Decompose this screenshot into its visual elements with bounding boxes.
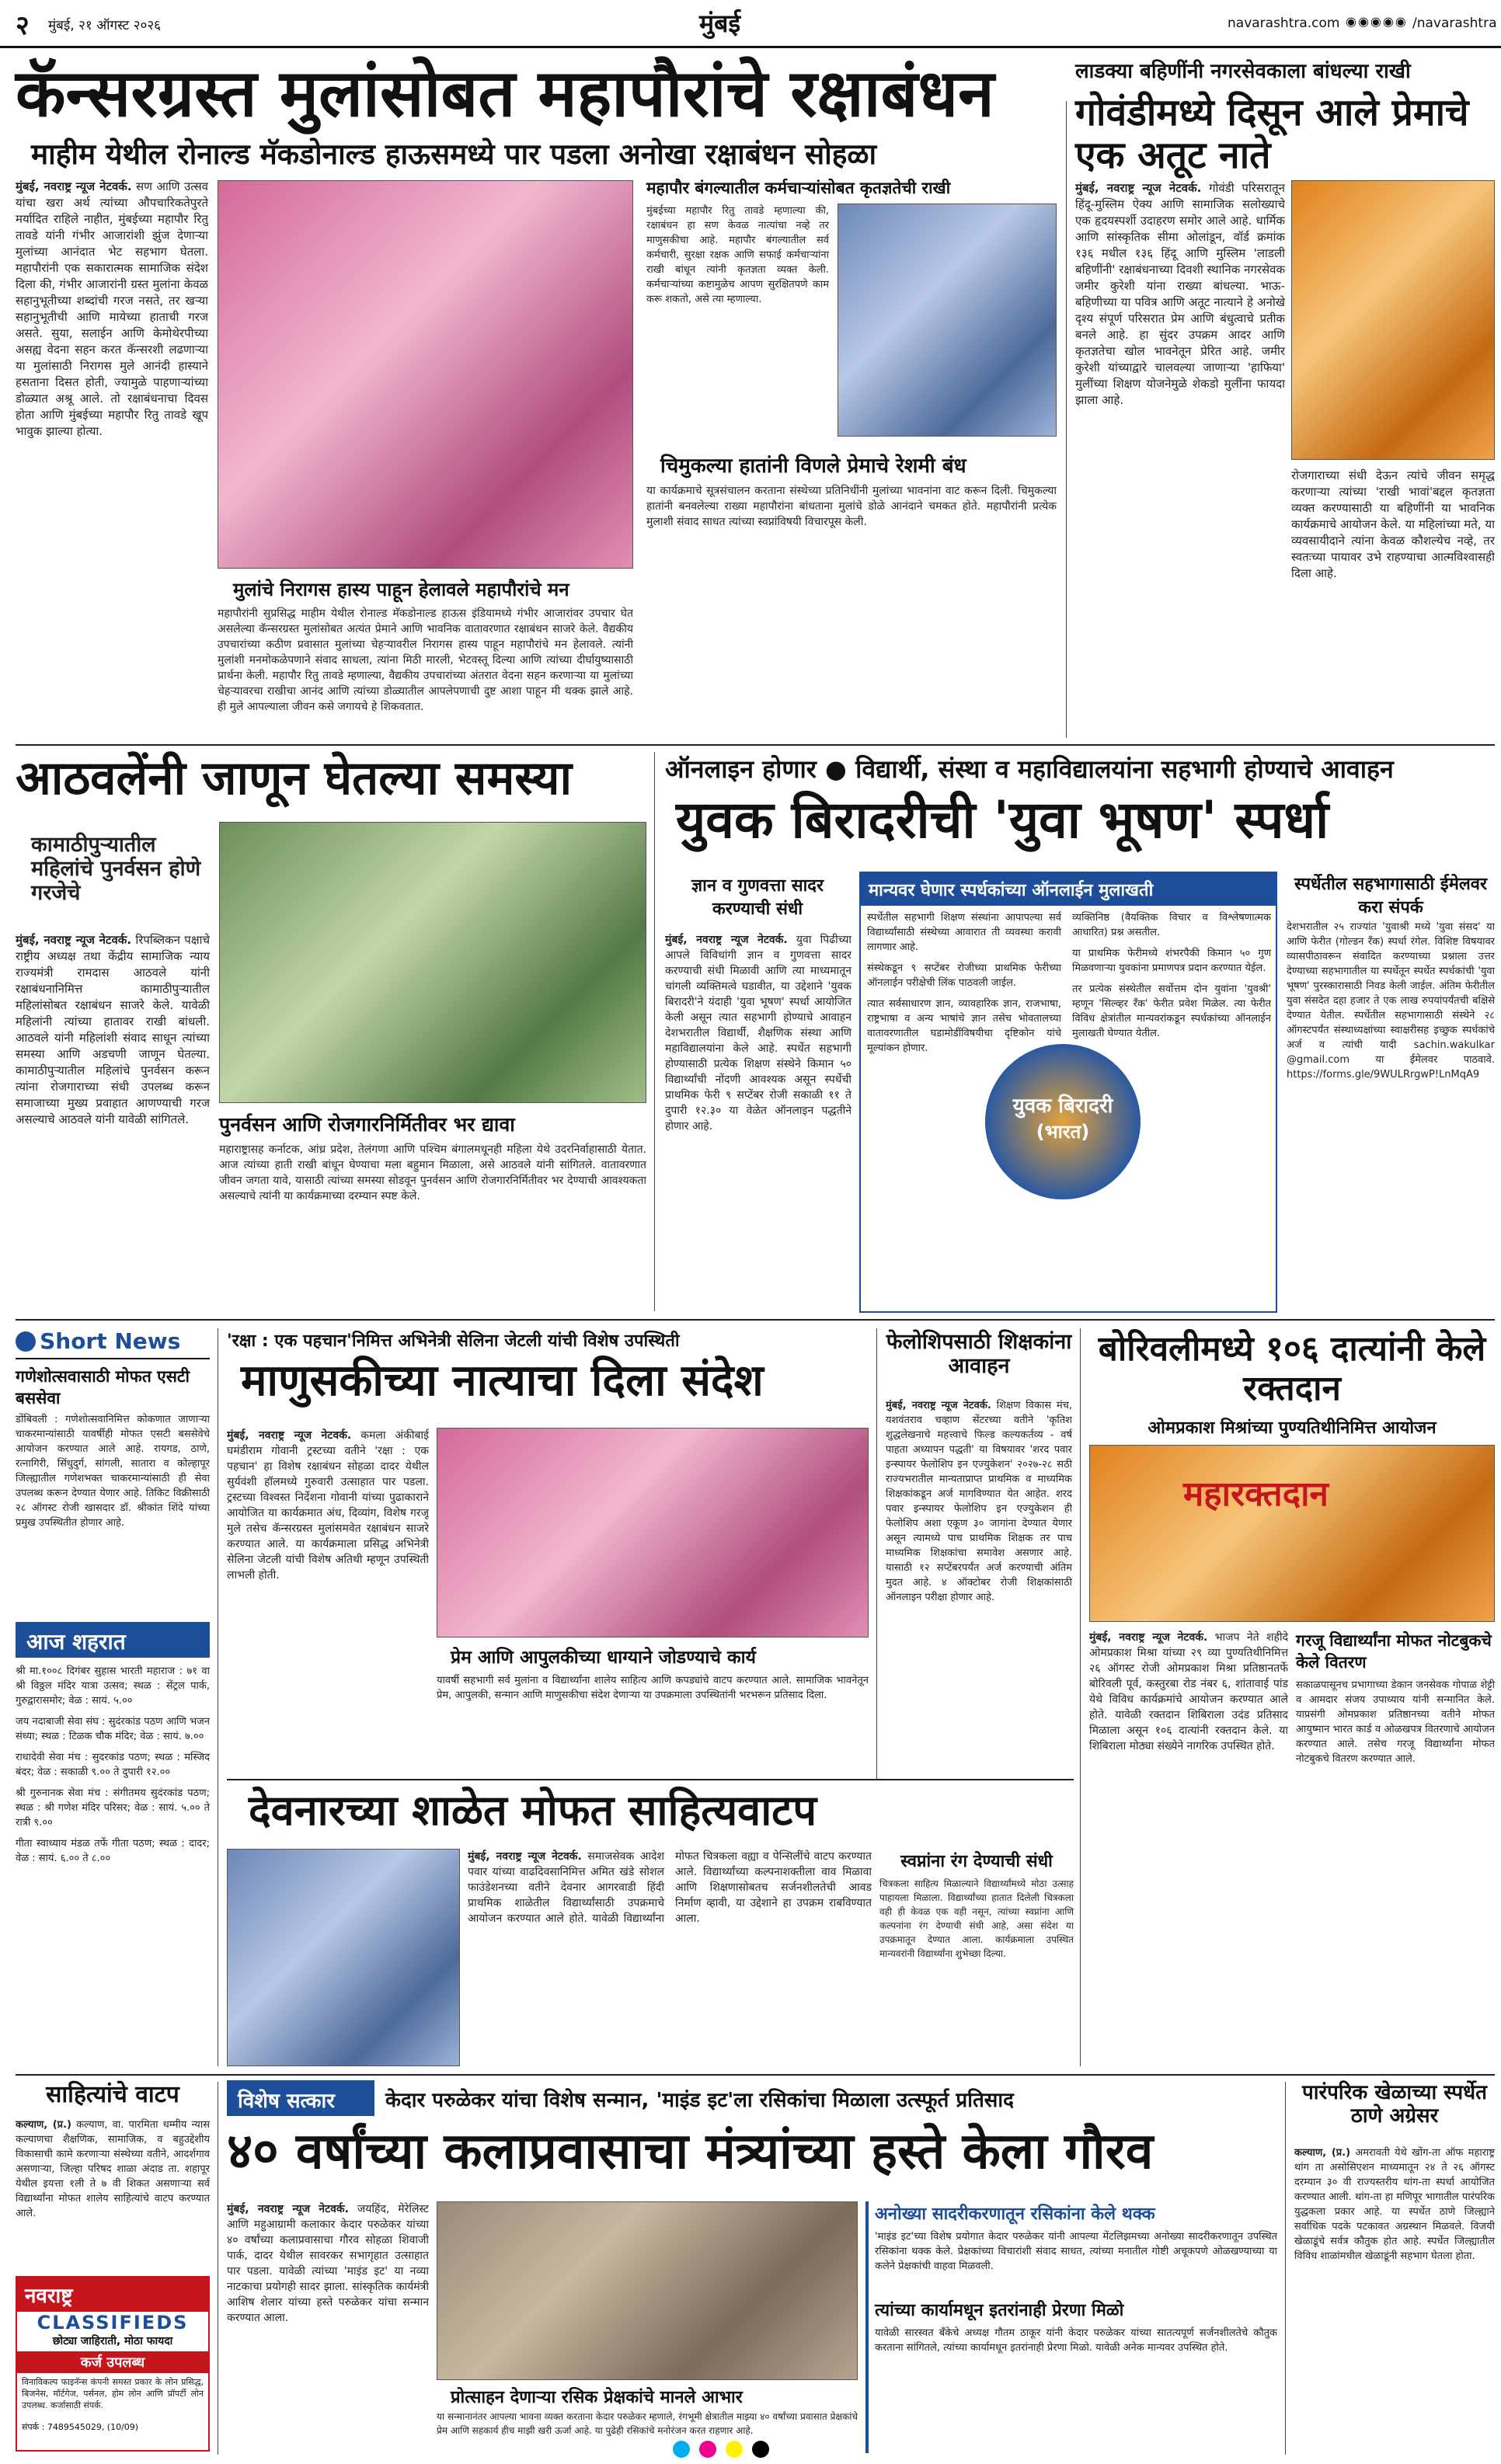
vishesh-tag: विशेष सत्कार <box>227 2080 374 2116</box>
govandi-photo <box>1291 180 1495 460</box>
athawale-body-2: महाराष्ट्रासह कर्नाटक, आंध्र प्रदेश, तेलंगणा आणि पश्चिम बंगालमधूनही महिला येथे उदरनिर्वाहासाठी येतात. आज त्यांच्या हाती राखी बांधून घेण्याचा मला बहुमान मिळाला, असे आठवले यांनी सांगितले. वातावरणात जीवन जगता यावे, यासाठी त्यांच्या समस्या सोडवून पुनर्वसन आणि रोजगारनिर्मितीवर भर देण्याची आवश्यकता असल्याचे त्यांनी या कार्यक्रमाच्या दरम्यान स्पष्ट केले. <box>219 1143 646 1202</box>
vishesh-box-sub: त्यांच्या कार्यामधून इतरांनाही प्रेरणा मिळो <box>875 2301 1124 2320</box>
selina-kicker: 'रक्षा : एक पहचान'निमित्त अभिनेत्री सेलिना जेटली यांची विशेष उपस्थिती <box>227 1331 680 1351</box>
vishesh-side-box <box>865 2201 1277 2453</box>
selina-body: मुंबई, नवराष्ट्र न्यूज नेटवर्क. कमला अंकीबाई घमंडीराम गोवानी ट्रस्टच्या वतीने 'रक्षा : एक पहचान' हा विशेष रक्षाबंधन सोहळा दादर येथील सुर्यवंशी हॉलमध्ये गुरुवारी उत्साहात पार पडला. ट्रस्टच्या विश्वस्त निर्देशना गोवानी यांच्या पुढाकाराने आयोजित या कार्यक्रमात अंध, दिव्यांग, विशेष गरजू मुले तसेच कॅन्सरग्रस्त मुलांसमवेत रक्षाबंधन साजरे करण्यात आले. या कार्यक्रमाला प्रसिद्ध अभिनेत्री सेलिना जेटली यांची विशेष अतिथी म्हणून उपस्थिती लाभली होती. <box>227 1429 429 1582</box>
pustak-body: कल्याण, (प्र.) कल्याण, वा. पारमिता धम्मीय न्यास कल्याणचा शैक्षणिक, सामाजिक, व बहुउद्देशीय विकासाची कामे करणाऱ्या संस्थेच्या वतीने, आदर्शगाव असणाऱ्या, जिल्हा परिषद शाळा अंदाड ता. शहापूर येथील इयत्ता १ली ते ७ वी शिकत असणाऱ्या सर्व विद्यार्थ्यांना मोफत शालेय साहित्यांचे वाटप करण्यात आले. <box>16 2119 210 2219</box>
staff-body: मुंबईच्या महापौर रितु तावडे म्हणाल्या की, रक्षाबंधन हा सण केवळ नात्यांचा नव्हे तर माणुसकीचा आहे. महापौर बंगल्यातील सर्व कर्मचारी, सुरक्षा रक्षक आणि सफाई कर्मचाऱ्यांना राखी बांधून त्यांनी कृतज्ञता व्यक्त केली. कर्मचाऱ्यांच्या कष्टामुळेच आपण सुरक्षितपणे काम करू शकतो, असे त्या म्हणाल्या. <box>646 205 829 305</box>
social-icons: ◉◉◉◉◉ <box>1346 14 1408 29</box>
staff-photo <box>838 204 1057 437</box>
borivali-body: मुंबई, नवराष्ट्र न्यूज नेटवर्क. भाजप नेते शहीदे ओमप्रकाश मिश्रा यांच्या २९ व्या पुण्यतिथीनिमित्त २६ ऑगस्ट रोजी ओमप्रकाश मिश्रा प्रतिष्ठानतर्फे बोरिवली पूर्व, कस्तुरबा रोड नंबर ६, शांतावाई पांड येथे विविध कार्यक्रमांचे आयोजन करण्यात आले होते. यावेळी रक्तदान शिबिराला उदंड प्रतिसाद मिळाला असून १०६ दात्यांनी रक्तदान केले. या शिबिराला मोठ्या संख्येने नागरिक उपस्थित होते. <box>1089 1631 1288 1752</box>
page-number: २ <box>16 10 30 41</box>
athawale-body: मुंबई, नवराष्ट्र न्यूज नेटवर्क. रिपब्लिकन पक्षाचे राष्ट्रीय अध्यक्ष तथा केंद्रीय सामाजिक न्याय राज्यमंत्री रामदास आठवले यांनी रक्षाबंधनानिमित्त कामाठीपुऱ्यातील महिलांसोबत रक्षाबंधन साजरे केले. यावेळी महिलांनी त्यांच्या हातावर राखी बांधली. आठवले यांनी महिलांशी संवाद साधून त्यांच्या समस्या आणि अडचणी जाणून घेतल्या. कामाठीपुऱ्यातील महिलांचे पुनर्वसन करून त्यांना रोजगाराच्या संधी उपलब्ध करून समाजाच्या मुख्य प्रवाहात आणण्याची गरज असल्याचे आठवले यांनी यावेळी सांगितले. <box>16 933 210 1126</box>
lead-body <box>16 179 208 614</box>
athawale-headline: आठवलेंनी जाणून घेतल्या समस्या <box>16 751 573 806</box>
lead-photo-caption: मुलांचे निरागस हास्य पाहून हेलावले महापौरांचे मन <box>233 579 569 600</box>
fellowship-headline: फेलोशिपसाठी शिक्षकांना आवाहन <box>886 1330 1072 1379</box>
site-url[interactable]: navarashtra.com <box>1228 16 1340 31</box>
classifieds-brand: नवराष्ट्र <box>17 2278 208 2312</box>
staff-subheadline: चिमुकल्या हातांनी विणले प्रेमाचे रेशमी बंध <box>660 454 966 478</box>
short-news-badge-icon <box>16 1331 36 1352</box>
deonar-photo <box>227 1849 460 2066</box>
aaj-shaharat-label: आज शहरात <box>16 1622 210 1658</box>
short-news-title: गणेशोत्सवासाठी मोफत एसटी बससेवा <box>16 1367 190 1408</box>
vishesh-body-2: या सन्मानानंतर आपल्या भावना व्यक्त करताना केदार परुळेकर म्हणाले, रंगभूमी क्षेत्रातील माझ्या ४० वर्षांच्या प्रवासात प्रेक्षकांचे प्रेम आणि सहकार्य हीच माझी खरी ऊर्जा आहे. या पुढेही रसिकांचे मनोरंजन करत राहणार आहे. <box>437 2411 858 2436</box>
govandi-body-2: रोजगाराच्या संधी देऊन त्यांचे जीवन समृद्ध करणाऱ्या त्यांच्या 'राखी भावां'बद्दल कृतज्ञता व्यक्त करण्यासाठी या बहिणींनी या भावनिक कार्यक्रमाचे आयोजन केले. या महिलांच्या मते, या व्यवसायीदाने त्यांना केवळ कौशल्येच नव्हे, तर स्वतःच्या पायावर उभे राहण्याचा आत्मविश्वासही दिला आहे. <box>1291 468 1495 580</box>
classifieds-label: CLASSIFIEDS <box>37 2312 189 2333</box>
short-news-text: डोंबिवली : गणेशोत्सवानिमित्त कोकणात जाणाऱ्या चाकरमान्यांसाठी यावर्षीही मोफत एसटी बससेवेचे आयोजन करण्यात आले आहे. रायगड, ठाणे, रत्नागिरी, सिंधुदुर्ग, सांगली, सातारा व कोल्हापूर जिल्ह्यातील गणेशभक्त चाकरमान्यांसाठी ही सेवा उपलब्ध करून देण्यात येणार आहे. तिकिट विक्रीसाठी २८ ऑगस्ट रोजी खासदार डॉ. श्रीकांत शिंदे यांच्या प्रमुख उपस्थितीत होणार आहे. <box>16 1414 210 1529</box>
borivali-note-title: गरजू विद्यार्थ्यांना मोफत नोटबुकचे केले वितरण <box>1296 1631 1492 1672</box>
fellowship-body: मुंबई, नवराष्ट्र न्यूज नेटवर्क. शिक्षण विकास मंच, यशवंतराव चव्हाण सेंटरच्या वतीने 'कृतिश शुद्धलेखनाचे महत्त्वाचे फिल्ड कल्यकर्तव्य - वर्ष पाहता अध्यापन पद्धती' या विषयावर 'शरद पवार इन्स्पायर फेलोशिप इन एज्युकेशन' २०२७-२८ सठी राज्यभरातील मान्यताप्राप्त प्राथमिक व माध्यमिक शिक्षकांकडून अर्ज मागविण्यात येत आहेत. शरद पवार इन्स्पायर फेलोशिप इन एज्युकेशन ही फेलोशिप अशा एकूण ३० जागांना देण्यात येणार असून त्यामध्ये पाच प्राथमिक शिक्षक तर पाच माध्यमिक शिक्षकांचा समावेश असणार आहे. यासाठी १२ सप्टेंबरपर्यंत अर्ज करण्याची अंतिम मुदत आहे. ४ ऑक्टोबर रोजी शिक्षकांसाठी ऑनलाइन परीक्षा होणार आहे. <box>886 1400 1072 1603</box>
classifieds-section: कर्ज उपलब्ध <box>17 2351 208 2373</box>
yuva-body: मुंबई, नवराष्ट्र न्यूज नेटवर्क. युवा पिढीच्या आपले विविधांगी ज्ञान व गुणवत्ता सादर करण्याची संधी मिळावी आणि त्या माध्यमातून चांगली व्यक्तिमत्वे घडावीत, या उद्देशाने 'युवक बिरादरी'ने यंदाही 'युवा भूषण' स्पर्धा आयोजित केली असून त्यात सहभागी होण्याचे आवाहन देशभरातील विद्यार्थी, शैक्षणिक संस्था आणि महाविद्यालयांना केले आहे. स्पर्धेत सहभागी होण्यासाठी प्रत्येक शिक्षण संस्थेने किमान ५० विद्यार्थ्यांची नोंदणी आवश्यक असून स्पर्धेची प्राथमिक फेरी ९ सप्टेंबर रोजी सकाळी ११ ते दुपारी १२.३० या वेळेत ऑनलाइन पद्धतीने होणार आहे. <box>665 934 851 1133</box>
page-date: मुंबई, २१ ऑगस्ट २०२६ <box>48 18 162 33</box>
print-registration-marks <box>668 2441 774 2461</box>
vishesh-headline: ४० वर्षांच्या कलाप्रवासाचा मंत्र्यांच्या हस्ते केला गौरव <box>227 2123 1154 2180</box>
khel-body: कल्याण, (प्र.) अमरावती येथे खोंग-ता ऑफ महाराष्ट्र थांग ता असोसिएशन माध्यमातून २४ ते २६ ऑगस्ट दरम्यान ३० वी राज्यस्तरीय थांग-ता स्पर्धा आयोजित करण्यात आली. थांग-ता हा मणिपूर भागातील पारंपरिक युद्धकला प्रकार आहे. या स्पर्धेत ठाणे जिल्ह्याने सर्वाधिक पदके पटकावत अग्रस्थान मिळवले. विजयी खेळाडूंचे सर्वत्र कौतुक होत आहे. स्पर्धेत जिल्ह्यातील विविध शाळांमधील खेळाडूंनी सहभाग घेतला होता. <box>1294 2147 1495 2262</box>
vishesh-body: मुंबई, नवराष्ट्र न्यूज नेटवर्क. जयहिंद, मेरेलिस्ट आणि महुआग्रामी कलाकार केदार परुळेकर यांच्या ४० वर्षांच्या कलाप्रवासाचा गौरव सोहळा शिवाजी पार्क, दादर येथील सावरकर सभागृहात उत्साहात पार पडला. यावेळी त्यांच्या 'माइंड इट' या नव्या नाटकाचा प्रयोगही सादर झाला. सांस्कृतिक कार्यमंत्री आशिष शेलार यांच्या हस्ते परुळेकर यांचा सन्मान करण्यात आला. <box>227 2203 429 2324</box>
vishesh-kicker: केदार परुळेकर यांचा विशेष सन्मान, 'माइंड इट'ला रसिकांचा मिळाला उत्स्फूर्त प्रतिसाद <box>385 2089 1014 2112</box>
govandi-kicker: लाडक्या बहिणींनी नगरसेवकाला बांधल्या राखी <box>1075 60 1411 83</box>
borivali-headline: बोरिवलीमध्ये १०६ दात्यांनी केले रक्तदान <box>1098 1329 1486 1408</box>
deonar-body: मुंबई, नवराष्ट्र न्यूज नेटवर्क. समाजसेवक आदेश पवार यांच्या वाढदिवसानिमित्त अमित खंडे सोशल फाउंडेशनच्या वतीने देवनार आगरवाडी हिंदी प्राथमिक शाळेतील विद्यार्थ्यांसाठी उपक्रमाचे आयोजन करण्यात आले होते. यावेळी विद्यार्थ्यांना मोफत चित्रकला वह्या व पेन्सिलींचे वाटप करण्यात आले. विद्यार्थ्यांच्या कल्पनाशक्तीला वाव मिळावा आणि शिक्षणासोबतच सर्जनशीलतेची आवड निर्माण व्हावी, या उद्देशाने हा उपक्रम राबविण्यात आला. <box>468 1850 872 1925</box>
selina-photo <box>437 1428 869 1637</box>
govandi-headline: गोवंडीमध्ये दिसून आले प्रेमाचे एक अतूट नाते <box>1075 91 1469 178</box>
selina-photo-caption: प्रेम आणि आपुलकीच्या धाग्याने जोडण्याचे कार्य <box>451 1648 756 1668</box>
vishesh-box-title: अनोख्या सादरीकरणातून रसिकांना केले थक्क <box>875 2205 1155 2224</box>
lead-byline: मुंबई, नवराष्ट्र न्यूज नेटवर्क. <box>16 179 132 193</box>
aaj-shaharat-list: श्री मा.१००८ दिगंबर सुहास भारती महाराज : ७१ वा श्री विठ्ठल मंदिर यात्रा उत्सव; स्थळ : सेंट्रल पार्क, गुरुद्वारासमोर; वेळ : सायं. ५.०० जय नदाबाजी सेवा संघ : सुदंरकांड पठण आणि भजन संध्या; स्थळ : टिळक चौक मंदिर; वेळ : सायं. ७.०० राधादेवी सेवा मंच : सुदरकांड पठण; स्थळ : मस्जिद बंदर; वेळ : सकाळी ९.०० ते दुपारी १२.०० श्री गुरुनानक सेवा मंच : संगीतमय सुदंरकांड पठण; स्थळ : श्री गणेश मंदिर परिसर; वेळ : सायं. ५.०० ते रात्री ९.०० गीता स्वाध्याय मंडळ तर्फे गीता पठण; स्थळ : दादर; वेळ : सायं. ६.०० ते ८.०० <box>16 1665 210 1864</box>
yuva-side-text: देशभरातील २५ राज्यांत 'युवाश्री मध्ये 'युवा संसद' या आणि फेरीत (गोल्डन रँक) स्पर्धा रंगेल. विशिष्ट विषयावर व्यासपीठावरून संवादित करण्याच्या प्रश्नाला उत्तर देण्याच्या सहभागातील या स्पर्धेतून स्पर्धेत स्पर्धकांची 'युवा भूषण' पुरस्कारासाठी निवड केली जाईल. अंतिम फेरीतील युवा संसदेत दहा हजार ते एक लाख रुपयांपर्यंतची बक्षिसे देण्यात येतील. स्पर्धेतील सहभागासाठी संस्थेने २८ ऑगस्टपर्यंत संस्थाध्यक्षांच्या स्वाक्षरीसह इच्छुक स्पर्धकांचे अर्ज व त्यांची यादी sachin.wakulkar @gmail.com या ईमेलवर पाठवावे. https://forms.gle/9WULRrgwP!LnMqA9 <box>1287 921 1495 1081</box>
classifieds-tagline: छोट्या जाहिराती, मोठा फायदा <box>52 2335 173 2347</box>
classifieds-box <box>16 2276 210 2452</box>
yuva-kicker: ऑनलाइन होणार ● विद्यार्थी, संस्था व महाविद्यालयांना सहभागी होण्याचे आवाहन <box>665 754 1394 784</box>
khel-headline: पारंपरिक खेळाच्या स्पर्धेत ठाणे अग्रेसर <box>1302 2081 1487 2128</box>
yuva-subheadline: ज्ञान व गुणवत्ता सादर करण्याची संधी <box>691 876 824 919</box>
staff-headline: महापौर बंगल्यातील कर्मचाऱ्यांसोबत कृतज्ञतेची राखी <box>646 179 951 197</box>
yuva-box-title: मान्यवर घेणार स्पर्धकांच्या ऑनलाईन मुलाखती <box>861 873 1276 906</box>
vishesh-photo-caption: प्रोत्साहन देणाऱ्या रसिक प्रेक्षकांचे मानले आभार <box>451 2388 743 2407</box>
classifieds-phone[interactable]: संपर्क : 7489545029, (10/09) <box>22 2422 139 2432</box>
athawale-photo-caption: पुनर्वसन आणि रोजगारनिर्मितीवर भर द्यावा <box>219 1113 515 1136</box>
short-news-label: Short News <box>16 1328 210 1359</box>
vishesh-box-text: 'माइंड इट'च्या विशेष प्रयोगात केदार परुळेकर यांनी आपल्या मेंटलिझमच्या अनोख्या सादरीकरणातून उपस्थित रसिकांना थक्क केले. प्रेक्षकांच्या विचारांशी संवाद साधत, त्यांच्या मनातील गोष्टी अचूकपणे ओळखण्याच्या या कलेने प्रेक्षकांची वाहवा मिळवली. <box>875 2231 1277 2272</box>
yuva-form-link[interactable]: https://forms.gle/9WULRrgwP!LnMqA9 <box>1287 1069 1480 1081</box>
selina-headline: माणुसकीच्या नात्याचा दिला संदेश <box>241 1356 764 1406</box>
athawale-photo <box>219 822 646 1103</box>
govandi-body: मुंबई, नवराष्ट्र न्यूज नेटवर्क. गोवंडी परिसरातून हिंदू-मुस्लिम ऐक्य आणि सामाजिक सलोख्याचे एक हृदयस्पर्शी उदाहरण समोर आले आहे. धार्मिक आणि सांस्कृतिक सीमा ओलांडून, वॉर्ड क्रमांक १३६ मधील १३६ हिंदू आणि मुस्लिम 'लाडली बहिणींनी' रक्षाबंधनाच्या दिवशी स्थानिक नगरसेवक जमीर कुरेशी यांना राख्या बांधल्या. भाऊ-बहिणीच्या या पवित्र आणि अतूट नात्याने हे अनोखे दृश्य संपूर्ण परिसरात प्रेम आणि बंधुत्वाचे प्रतीक बनले आहे. हा सुंदर उपक्रम आदर आणि कृतज्ञतेचा खोल भावनेतून प्रेरित आहे. जमीर कुरेशी यांच्याद्वारे चालवल्या जाणाऱ्या 'हाफिया' मुलींच्या शिक्षण योजनेमुळे शेकडो मुलींना फायदा झाला आहे. <box>1075 181 1285 407</box>
borivali-note-text: सकाळपासूनच प्रभागाच्या डेकान जनसेवक गोपाळ शेट्टी व आमदार संजय उपाध्याय यांनी सन्मानित केले. याप्रसंगी ओमप्रकाश प्रतिष्ठानच्या वतीने मोफत आयुष्मान भारत कार्ड व ओळखपत्र वितरणाचे आयोजन करण्यात आले. तसेच गरजू विद्यार्थ्यांना मोफत नोटबुकचे वितरण करण्यात आले. <box>1296 1679 1495 1765</box>
deonar-headline: देवनारच्या शाळेत मोफत साहित्यवाटप <box>249 1786 817 1835</box>
selina-body-2: यावर्षी सहभागी सर्व मुलांना व विद्यार्थ्यांना शालेय साहित्य आणि कपड्यांचे वाटप करण्यात आले. सामाजिक भावनेतून प्रेम, आपुलकी, सन्मान आणि माणुसकीचा संदेश देणाऱ्या या उपक्रमाला उपस्थितांनी भरभरून प्रतिसाद दिला. <box>437 1675 869 1701</box>
classifieds-ad: विनाविकल्प फाइनॅन्स कंपनी समस्त प्रकार के लोन प्रसिद्ध, बिजनेस, मॉर्टगेज, पर्सनल, होम लोन आणि प्रॉपर्टी लोन उपलब्ध. कर्जासाठी संपर्क. <box>22 2377 204 2410</box>
lead-headline: कॅन्सरग्रस्त मुलांसोबत महापौरांचे रक्षाबंधन <box>16 55 994 131</box>
yuva-headline: युवक बिरादरीची 'युवा भूषण' स्पर्धा <box>676 790 1329 850</box>
deonar-body-2: चित्रकला साहित्य मिळाल्याने विद्यार्थ्यांमध्ये मोठा उत्साह पाहायला मिळाला. विद्यार्थ्यांच्या हातात दिलेली चित्रकला वही ही केवळ एक वही नसून, त्यांच्या स्वप्नांना आणि कल्पनांना रंग देण्याची संधी आहे, असा संदेश या उपक्रमातून देण्यात आला. कार्यक्रमाला उपस्थित मान्यवरांनी विद्यार्थ्यांना शुभेच्छा दिल्या. <box>879 1878 1074 1959</box>
yuva-logo: युवक बिरादरी (भारत) <box>985 1044 1141 1199</box>
section-name: मुंबई <box>699 9 741 38</box>
social-handle[interactable]: /navarashtra <box>1412 16 1497 31</box>
vishesh-photo <box>437 2201 858 2380</box>
vishesh-box-text-2: यावेळी सारस्वत बँकेचे अध्यक्ष गौतम ठाकूर यांनी केदार परुळेकर यांच्या सातत्यपूर्ण सर्जनशीलतेचे कौतुक करताना सांगितले, त्यांच्या कार्यामधून इतरांनाही प्रेरणा मिळो. यावेळी अनेक मान्यवर उपस्थित होते. <box>875 2327 1277 2354</box>
yuva-box-left: स्पर्धेतील सहभागी शिक्षण संस्थांना आपापल्या सर्व विद्यार्थ्यांसाठी संस्थेच्या आवारात ती व्यवस्था करावी लागणार आहे. संस्थेकडून ९ सप्टेंबर रोजीच्या प्राथमिक फेरीच्या ऑनलाईन परीक्षेची लिंक पाठवली जाईल. त्यात सर्वसाधारण ज्ञान, व्यावहारिक ज्ञान, राजभाषा, राष्ट्रभाषा व अन्य भाषांचे ज्ञान तसेच भोवतालच्या वातावरणातील घडामोडींविषयीचा दृष्टिकोन यांचे मूल्यांकन होणार. <box>867 912 1061 1054</box>
lead-text: सण आणि उत्सव यांचा खरा अर्थ त्यांच्या औपचारिकतेपुरते मर्यादित राहिले नाहीत, मुंबईच्या महापौर रितु तावडे यांनी गंभीर आजारांशी झुंज देणाऱ्या मुलांच्या आनंदात भेट सहभाग घेतला. महापौरांनी एक सकारात्मक सामाजिक संदेश दिला की, गंभीर आजारांनी ग्रस्त मुलांना केवळ सहानुभूतीच्या शब्दांची गरज नसते, तर खऱ्या सहानुभूतीची आणि मायेच्या हाताची गरज असते. सुया, सलाईन आणि केमोथेरपीच्या असह्य वेदना सहन करत कॅन्सरशी लढणाऱ्या या मुलांसाठी निरागस मुले आनंदी हास्याने हसताना दिसत होती, ज्यामुळे पाहणाऱ्यांच्या डोळ्यात अश्रू आले. तो रक्षाबंधनाचा दिवस होता आणि मुंबईच्या महापौर रितु तावडे खूप भावुक झाल्या होत्या. <box>16 179 208 438</box>
lead-subheadline: माहीम येथील रोनाल्ड मॅकडोनाल्ड हाऊसमध्ये पार पडला अनोखा रक्षाबंधन सोहळा <box>31 137 877 171</box>
borivali-subheadline: ओमप्रकाश मिश्रांच्या पुण्यतिथीनिमित्त आयोजन <box>1148 1418 1437 1438</box>
yuva-info-box <box>859 872 1277 1313</box>
yuva-box-right: व्यक्तिनिष्ठ (वैयक्तिक विचार व विश्लेषणात्मक आधारित) प्रश्न असतील. या प्राथमिक फेरीमध्ये शंभरपैकी किमान ५० गुण मिळवणाऱ्या युवकांना प्रमाणपत्र प्रदान करण्यात येईल. तर प्रत्येक संस्थेतील सर्वोत्तम दोन युवांना 'युवश्री' म्हणून 'सिल्व्हर रँक' फेरीत प्रवेश मिळेल. त्या फेरीत विविध क्षेत्रांतील मान्यवरांकडून स्पर्धकांच्या ऑनलाईन मुलाखती घेण्यात येतील. <box>1072 912 1271 1039</box>
lead-body-2: महापौरांनी सुप्रसिद्ध माहीम येथील रोनाल्ड मॅकडोनाल्ड हाऊस इंडियामध्ये गंभीर आजारांवर उपचार घेत असलेल्या कॅन्सरग्रस्त मुलांसोबत अत्यंत प्रेमाने आणि भावनिक वातावरणात रक्षाबंधन साजरे केले. वैद्यकीय उपचारांच्या कठीण प्रवासात मुलांच्या चेहऱ्यावरील निरागस हास्य पाहून महापौरांचे मन हेलावले. त्यांनी मुलांशी मनमोकळेपणाने संवाद साधला, त्यांना मिठी मारली, भेटवस्तू दिल्या आणि त्यांच्या दीर्घायुष्यासाठी प्रार्थना केली. महापौर रितु तावडे म्हणाल्या, वैद्यकीय उपचारांच्या अंतरात वेदना सहन करणाऱ्या या मुलांच्या चेहऱ्यावरचा राखीचा आनंद आणि त्यांच्या डोळ्यातील आपलेपणाची दुष्ट आशा पाहून मी थक्क झाले आहे. ही मुले आपल्याला जीवन कसे जगायचे हे शिकवतात. <box>218 607 633 713</box>
yuva-side-title: स्पर्धेतील सहभागासाठी ईमेलवर करा संपर्क <box>1294 875 1487 917</box>
borivali-photo <box>1089 1445 1495 1622</box>
pustak-headline: साहित्यांचे वाटप <box>46 2081 179 2108</box>
lead-photo <box>218 180 633 569</box>
athawale-kicker: कामाठीपुऱ्यातील महिलांचे पुनर्वसन होणे गरजेचे <box>31 833 201 906</box>
staff-body-2: या कार्यक्रमाचे सूत्रसंचालन करताना संस्थेच्या प्रतिनिधींनी मुलांच्या भावनांना वाट करून दिली. चिमुकल्या हातांनी बनवलेल्या राख्या महापौरांना बांधताना मुलांचे डोळे आनंदाने चमकत होते. महापौरांनी प्रत्येक मुलाशी संवाद साधत त्यांच्या स्वप्नांविषयी विचारपूस केली. <box>646 485 1057 528</box>
page-header <box>0 0 1501 48</box>
deonar-subheadline: स्वप्नांना रंग देण्याची संधी <box>900 1852 1053 1871</box>
borivali-banner-text: महारक्तदान <box>1183 1474 1329 1514</box>
